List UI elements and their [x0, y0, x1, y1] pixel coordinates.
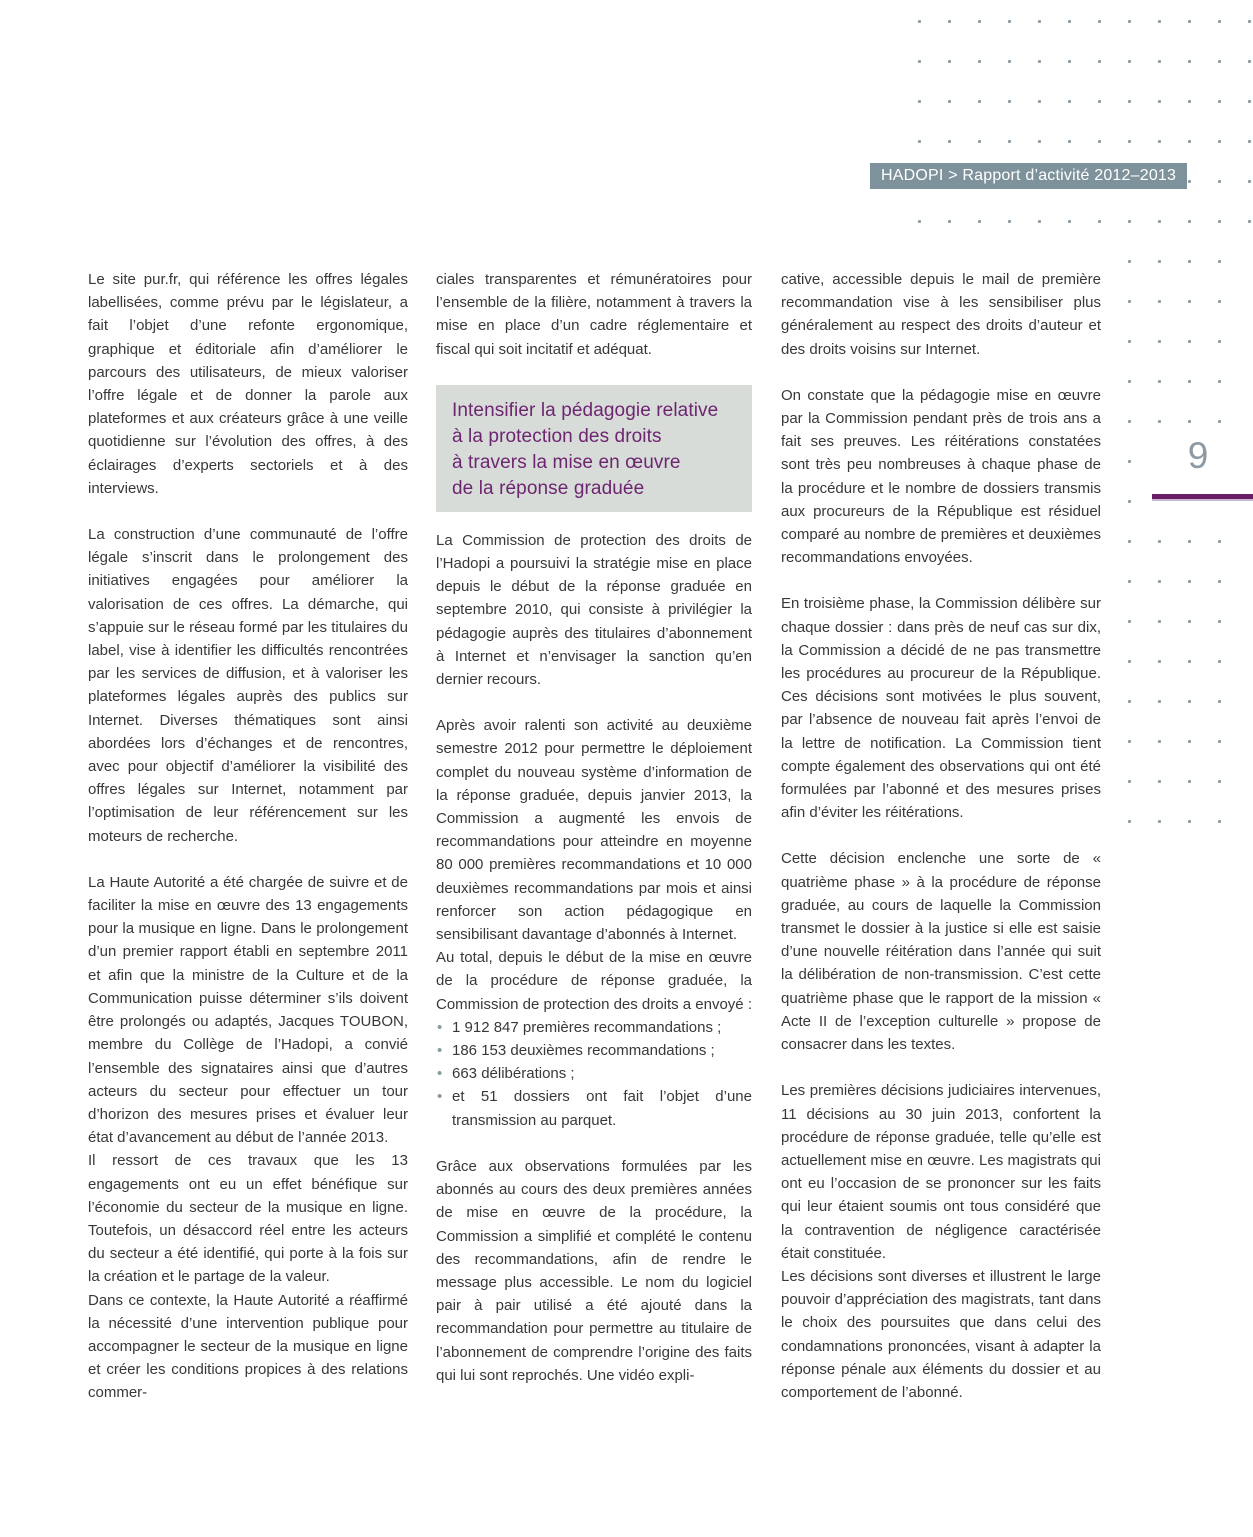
list-item: • 1 912 847 premières recommandations ;	[436, 1016, 752, 1039]
dot	[1218, 260, 1221, 263]
dot	[1128, 780, 1131, 783]
dot	[918, 60, 921, 63]
dot	[1248, 140, 1251, 143]
dot	[1008, 60, 1011, 63]
dot	[1128, 140, 1131, 143]
paragraph: Les décisions sont diverses et illustrent le large pouvoir d’appréciation des magistrats, tant dans le choix des poursuites que dans celui des condamnations prononcées, visant à adapter la réponse pénale aux éléments du dossier et au comportement de l’abonné.	[781, 1267, 1101, 1401]
dot	[1128, 820, 1131, 823]
dot	[1158, 780, 1161, 783]
dot	[1008, 220, 1011, 223]
paragraph: En troisième phase, la Commission délibère sur chaque dossier : dans près de neuf cas sur dix, la Commission a décidé de ne pas transmettre les procédures au procureur de la République. Ces décisions sont motivées le plus souvent, par l’absence de nouveau fait après l’envoi de la lettre de notification. La Commission tient compte également des observations qui ont été formulées par l’abonné et des mesures prises afin d’éviter les réitérations.	[781, 595, 1101, 822]
dot	[1008, 100, 1011, 103]
dot	[1128, 660, 1131, 663]
dot	[1218, 220, 1221, 223]
paragraph: Le site pur.fr, qui référence les offres légales labellisées, comme prévu par le législateur, a fait l’objet d’une refonte ergonomique, graphique et éditoriale afin d’améliorer le parcours des utilisateurs, de mieux valoriser l’offre légale et de donner la parole aux plateformes et aux créateurs grâce à une veille quotidienne sur l’évolution des offres, à des éclairages d’experts sectoriels et à des interviews.	[88, 271, 408, 497]
dot	[948, 100, 951, 103]
dot	[1188, 60, 1191, 63]
dot	[1128, 380, 1131, 383]
paragraph: Cette décision enclenche une sorte de « quatrième phase » à la procédure de réponse graduée, au cours de laquelle la Commission transmet le dossier à la justice si elle est saisie d’une nouvelle réitération dans l’année qui suit la délibération de non-transmission. C’est cette quatrième phase que le rapport de la mission « Acte II de l’exception culturelle » propose de consacrer dans les textes.	[781, 850, 1101, 1054]
dot	[1218, 60, 1221, 63]
paragraph: Grâce aux observations formulées par les abonnés au cours des deux premières années de mise en œuvre de la procédure, la Commission a simplifié et complété le contenu des recommandations, afin de rendre le message plus accessible. Le nom du logiciel pair à pair utilisé a été ajouté dans la recommandation pour permettre au titulaire de l’abonnement de comprendre l’origine des faits qui lui sont reprochés. Une vidéo expli-	[436, 1157, 752, 1384]
section-heading-line: à la protection des droits	[452, 425, 662, 447]
dot	[1158, 20, 1161, 23]
dot	[1218, 300, 1221, 303]
dot	[1218, 380, 1221, 383]
paragraph: ciales transparentes et rémunératoires pour l’ensemble de la filière, notamment à travers la mise en place d’un cadre réglementaire et fiscal qui soit incitatif et adéquat.	[436, 271, 752, 358]
dot	[1098, 20, 1101, 23]
dot	[1158, 580, 1161, 583]
dot	[1128, 60, 1131, 63]
dot	[1128, 20, 1131, 23]
dot	[1158, 140, 1161, 143]
dot	[1248, 220, 1251, 223]
column-1	[88, 268, 408, 1405]
dot	[1188, 660, 1191, 663]
dot	[978, 220, 981, 223]
dot	[1128, 300, 1131, 303]
paragraph: On constate que la pédagogie mise en œuvre par la Commission pendant près de trois ans a fait ses preuves. Les réitérations constatées sont très peu nombreuses à chaque phase de la procédure et le nombre de dossiers transmis aux procureurs de la République est résiduel comparé au nombre de premières et deuxièmes recommandations envoyées.	[781, 386, 1101, 567]
header-badge: HADOPI > Rapport d’activité 2012–2013	[870, 163, 1187, 189]
dot	[1218, 180, 1221, 183]
column-3	[781, 268, 1101, 1404]
dot	[1188, 620, 1191, 623]
dot	[1188, 420, 1191, 423]
dot	[1248, 60, 1251, 63]
paragraph: Au total, depuis le début de la mise en œuvre de la procédure de réponse graduée, la Commission de protection des droits a envoyé :	[436, 949, 752, 1013]
dot	[1158, 340, 1161, 343]
section-heading-box	[436, 385, 752, 512]
dot	[1158, 620, 1161, 623]
dot	[1038, 140, 1041, 143]
dot	[1128, 340, 1131, 343]
dot	[1008, 20, 1011, 23]
dot	[1128, 620, 1131, 623]
dot	[1188, 140, 1191, 143]
recommendations-list	[436, 1016, 752, 1132]
dot	[918, 20, 921, 23]
dot	[1218, 340, 1221, 343]
paragraph: La construction d’une communauté de l’offre légale s’inscrit dans le prolongement des initiatives engagées pour améliorer la valorisation de ces offres. La démarche, qui s’appuie sur le réseau formé par les titulaires du label, vise à identifier les difficultés rencontrées par les services de diffusion, et à valoriser les plateformes légales auprès des publics sur Internet. Diverses thématiques sont ainsi abordées lors d’échanges et de rencontres, avec pour objectif d’améliorer la visibilité des offres légales sur Internet, notamment par l’optimisation de leur référencement sur les moteurs de recherche.	[88, 526, 408, 845]
list-item: • et 51 dossiers ont fait l’objet d’une transmission au parquet.	[436, 1085, 752, 1131]
dot	[1188, 340, 1191, 343]
dot	[918, 100, 921, 103]
dot	[1188, 100, 1191, 103]
dot	[948, 60, 951, 63]
dot	[918, 220, 921, 223]
dot	[1128, 540, 1131, 543]
dot	[1188, 380, 1191, 383]
dot	[1218, 620, 1221, 623]
dot	[1158, 260, 1161, 263]
dot	[1128, 260, 1131, 263]
dot	[1188, 220, 1191, 223]
dot	[918, 140, 921, 143]
dot	[948, 220, 951, 223]
dot	[1158, 420, 1161, 423]
paragraph: Dans ce contexte, la Haute Autorité a réaffirmé la nécessité d’une intervention publique pour accompagner le secteur de la musique en ligne et créer les conditions propices à des relations commer-	[88, 1291, 408, 1402]
dot	[1218, 780, 1221, 783]
dot	[1218, 100, 1221, 103]
dot	[1188, 20, 1191, 23]
dot	[978, 60, 981, 63]
paragraph: Il ressort de ces travaux que les 13 engagements ont eu un effet bénéfique sur l’économie du secteur de la musique en ligne. Toutefois, un désaccord réel entre les acteurs du secteur a été identifié, qui porte à la fois sur la création et le partage de la valeur.	[88, 1152, 408, 1286]
dot	[1128, 580, 1131, 583]
dot	[1218, 420, 1221, 423]
dot	[1188, 820, 1191, 823]
paragraph: La Commission de protection des droits de l’Hadopi a poursuivi la stratégie mise en place depuis le début de la réponse graduée en septembre 2010, qui consiste à privilégier la pédagogie auprès des titulaires d’abonnement à Internet et n’envisager la sanction qu’en dernier recours.	[436, 531, 752, 689]
dot	[1218, 820, 1221, 823]
dot	[1098, 60, 1101, 63]
dot	[1158, 300, 1161, 303]
dot	[1068, 220, 1071, 223]
page-number: 9	[1187, 435, 1209, 476]
dot	[1128, 100, 1131, 103]
dot	[1158, 660, 1161, 663]
dot	[1128, 420, 1131, 423]
page-number-rule	[1152, 494, 1253, 501]
dot	[1188, 300, 1191, 303]
dot	[1068, 140, 1071, 143]
dot	[1008, 140, 1011, 143]
dot	[1158, 820, 1161, 823]
dot	[1188, 700, 1191, 703]
dot	[1098, 140, 1101, 143]
dot	[1188, 740, 1191, 743]
dot	[1068, 100, 1071, 103]
dot	[1218, 740, 1221, 743]
dot	[978, 20, 981, 23]
dot	[1098, 220, 1101, 223]
dot	[1068, 60, 1071, 63]
dot	[1128, 500, 1131, 503]
dot	[978, 100, 981, 103]
dot	[1158, 540, 1161, 543]
dot	[1128, 220, 1131, 223]
section-heading-line: Intensifier la pédagogie relative	[452, 399, 719, 421]
section-heading-line: de la réponse graduée	[452, 477, 645, 499]
paragraph: cative, accessible depuis le mail de première recommandation vise à les sensibiliser plus généralement au respect des droits d’auteur et des droits voisins sur Internet.	[781, 271, 1101, 358]
dot	[1188, 780, 1191, 783]
dot	[1218, 700, 1221, 703]
dot	[1038, 20, 1041, 23]
dot	[1158, 380, 1161, 383]
dot	[1218, 140, 1221, 143]
dot	[948, 140, 951, 143]
dot	[1038, 220, 1041, 223]
dot	[1158, 740, 1161, 743]
dot	[1248, 100, 1251, 103]
dot	[1188, 260, 1191, 263]
paragraph: Après avoir ralenti son activité au deuxième semestre 2012 pour permettre le déploiement complet du nouveau système d’information de la réponse graduée, depuis janvier 2013, la Commission a augmenté les envois de recommandations pour atteindre en moyenne 80 000 premières recommandations et 10 000 deuxièmes recommandations par mois et ainsi renforcer son action pédagogique en sensibilisant davantage d’abonnés à Internet.	[436, 717, 752, 944]
dot	[1128, 700, 1131, 703]
dot	[1158, 60, 1161, 63]
section-heading-line: à travers la mise en œuvre	[452, 451, 681, 473]
paragraph: La Haute Autorité a été chargée de suivre et de faciliter la mise en œuvre des 13 engagements pour la musique en ligne. Dans le prolongement d’un premier rapport établi en septembre 2011 et afin que la ministre de la Culture et de la Communication puisse déterminer s’ils doivent être prolongés ou adaptés, Jacques TOUBON, membre du Collège de l’Hadopi, a convié l’ensemble des signataires ainsi que d’autres acteurs du secteur pour effectuer un tour d’horizon des mesures prises et évaluer leur état d’avancement au début de l’année 2013.	[88, 873, 408, 1147]
dot	[978, 140, 981, 143]
dot	[1038, 100, 1041, 103]
dot	[1248, 20, 1251, 23]
dot	[1098, 100, 1101, 103]
dot	[1248, 180, 1251, 183]
dot	[1188, 180, 1191, 183]
dot	[1218, 20, 1221, 23]
dot	[1188, 540, 1191, 543]
list-item: • 663 délibérations ;	[436, 1062, 752, 1085]
dot	[1158, 100, 1161, 103]
dot	[1218, 540, 1221, 543]
dot	[1218, 660, 1221, 663]
dot	[1188, 580, 1191, 583]
column-2	[436, 268, 752, 1387]
list-item: • 186 153 deuxièmes recommandations ;	[436, 1039, 752, 1062]
dot	[1128, 460, 1131, 463]
paragraph: Les premières décisions judiciaires intervenues, 11 décisions au 30 juin 2013, confortent la procédure de réponse graduée, telle qu’elle est actuellement mise en œuvre. Les magistrats qui ont eu l’occasion de se prononcer sur les faits qui leur étaient soumis ont tous considéré que la contravention de négligence caractérisée était constituée.	[781, 1082, 1101, 1262]
dot	[1218, 580, 1221, 583]
dot	[1038, 60, 1041, 63]
dot	[1158, 700, 1161, 703]
dot	[1128, 740, 1131, 743]
dot	[1158, 220, 1161, 223]
dot	[1068, 20, 1071, 23]
dot	[948, 20, 951, 23]
